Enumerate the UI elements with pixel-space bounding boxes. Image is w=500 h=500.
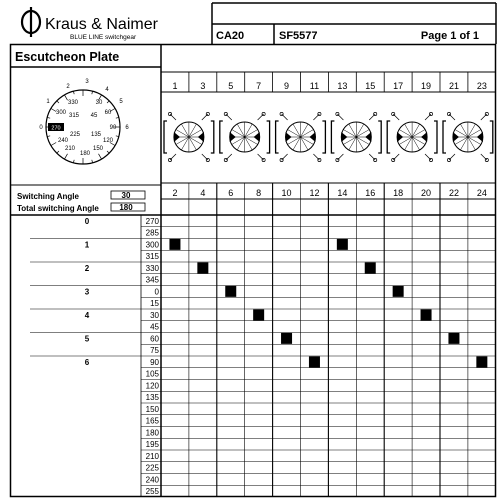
brand-name: Kraus & Naimer bbox=[45, 16, 158, 33]
contact-number-bottom: 16 bbox=[365, 188, 376, 198]
escutcheon-title: Escutcheon Plate bbox=[15, 50, 120, 64]
contact-number-bottom: 24 bbox=[476, 188, 487, 198]
degree-60: 60 bbox=[104, 110, 112, 116]
row-degree: 210 bbox=[145, 451, 159, 461]
row-position: 6 bbox=[84, 357, 90, 367]
series-label: CA20 bbox=[216, 30, 245, 42]
row-degree: 120 bbox=[145, 381, 159, 391]
contact-number-top: 1 bbox=[172, 81, 178, 91]
table-row bbox=[141, 428, 496, 438]
table-row bbox=[85, 240, 496, 250]
closed-contact-mark bbox=[337, 239, 348, 250]
zero-marker-label: 270 bbox=[51, 125, 61, 132]
outer-position-3: 3 bbox=[85, 79, 89, 85]
closed-contact-mark bbox=[393, 286, 404, 297]
closed-contact-mark bbox=[169, 239, 180, 250]
contact-number-top: 5 bbox=[228, 81, 234, 91]
degree-30: 30 bbox=[95, 100, 103, 106]
contact-number-top: 23 bbox=[476, 81, 487, 91]
degree-135: 135 bbox=[90, 132, 102, 138]
outer-position-5: 5 bbox=[119, 99, 123, 105]
outer-position-4: 4 bbox=[105, 87, 109, 93]
degree-180: 180 bbox=[79, 151, 91, 157]
row-degree: 225 bbox=[145, 463, 159, 473]
dial-tick bbox=[107, 101, 109, 103]
closed-contact-mark bbox=[421, 309, 432, 320]
drawing-number: SF5577 bbox=[279, 30, 318, 42]
contact-number-bottom: 8 bbox=[256, 188, 262, 198]
dial-tick bbox=[65, 154, 68, 159]
contact-number-bottom: 4 bbox=[200, 188, 206, 198]
outer-position-6: 6 bbox=[125, 125, 129, 131]
row-degree: 195 bbox=[145, 440, 159, 449]
row-degree: 30 bbox=[150, 310, 159, 320]
row-degree: 285 bbox=[145, 228, 159, 238]
closed-contact-mark bbox=[225, 286, 236, 297]
table-row bbox=[141, 464, 496, 474]
total-switching-angle-value: 180 bbox=[119, 203, 133, 212]
switching-angle-value: 30 bbox=[121, 191, 131, 200]
table-row bbox=[85, 264, 496, 274]
degree-45: 45 bbox=[90, 113, 98, 119]
header bbox=[22, 3, 496, 44]
closed-contact-mark bbox=[365, 262, 376, 273]
table-row bbox=[141, 381, 496, 391]
row-position: 0 bbox=[84, 216, 90, 226]
outer-position-0: 0 bbox=[39, 125, 43, 131]
degree-90: 90 bbox=[109, 125, 117, 131]
row-degree: 15 bbox=[150, 299, 159, 308]
table-row bbox=[141, 417, 496, 427]
degree-300: 300 bbox=[55, 110, 67, 116]
row-degree: 75 bbox=[150, 346, 159, 355]
row-position: 5 bbox=[84, 334, 90, 344]
switching-angles bbox=[17, 191, 145, 213]
contact-symbols bbox=[164, 112, 493, 161]
row-degree: 90 bbox=[150, 357, 159, 367]
table-row bbox=[85, 287, 496, 297]
row-degree: 60 bbox=[150, 334, 159, 344]
contact-number-bottom: 14 bbox=[337, 188, 348, 198]
degree-240: 240 bbox=[57, 138, 69, 144]
table-row bbox=[141, 405, 496, 415]
closed-contact-mark bbox=[197, 262, 208, 273]
table-row bbox=[146, 487, 160, 496]
table-row bbox=[30, 299, 496, 309]
contact-number-top: 13 bbox=[337, 81, 348, 91]
contact-number-bottom: 12 bbox=[309, 188, 320, 198]
table-row bbox=[85, 311, 496, 321]
table-row bbox=[85, 358, 496, 368]
table-row bbox=[141, 440, 496, 450]
closed-contact-mark bbox=[253, 309, 264, 320]
escutcheon-dial bbox=[39, 79, 129, 164]
table-row bbox=[30, 229, 496, 239]
dial-tick bbox=[107, 151, 109, 153]
dial-tick bbox=[57, 151, 59, 153]
row-degree: 45 bbox=[150, 322, 159, 332]
row-degree: 300 bbox=[145, 240, 159, 250]
table-row bbox=[30, 346, 496, 356]
row-degree: 255 bbox=[145, 487, 159, 496]
contact-number-bottom: 6 bbox=[228, 188, 234, 198]
degree-210: 210 bbox=[64, 146, 76, 152]
zero-marker bbox=[48, 123, 64, 132]
contact-number-top: 3 bbox=[200, 81, 206, 91]
contact-number-top: 21 bbox=[448, 81, 459, 91]
table-row bbox=[30, 252, 496, 262]
brand-tagline: BLUE LINE switchgear bbox=[70, 34, 137, 41]
row-position: 2 bbox=[84, 263, 90, 273]
row-degree: 270 bbox=[145, 216, 159, 226]
main-frame bbox=[10, 44, 496, 497]
closed-contact-mark bbox=[281, 333, 292, 344]
switching-angle-label: Switching Angle bbox=[17, 192, 79, 201]
row-degree: 135 bbox=[145, 393, 159, 402]
row-degree: 150 bbox=[145, 404, 159, 414]
table-row bbox=[141, 452, 496, 462]
outer-position-1: 1 bbox=[46, 99, 50, 105]
degree-120: 120 bbox=[102, 138, 114, 144]
contact-number-top: 9 bbox=[284, 81, 290, 91]
row-position: 1 bbox=[84, 240, 90, 250]
degree-225: 225 bbox=[69, 132, 81, 138]
row-degree: 105 bbox=[145, 369, 159, 379]
contact-number-bottom: 22 bbox=[448, 188, 459, 198]
contact-number-top: 17 bbox=[393, 81, 404, 91]
contact-number-bottom: 20 bbox=[421, 188, 432, 198]
cam-contact-symbol bbox=[276, 112, 326, 161]
table-row bbox=[141, 370, 496, 380]
row-degree: 180 bbox=[145, 428, 159, 438]
table-row bbox=[30, 323, 496, 333]
page-label: Page 1 of 1 bbox=[420, 30, 479, 42]
degree-315: 315 bbox=[68, 113, 80, 119]
contact-number-top: 19 bbox=[421, 81, 432, 91]
row-degree: 315 bbox=[145, 252, 159, 261]
cam-contact-symbol bbox=[220, 112, 270, 161]
dial-tick bbox=[51, 143, 56, 146]
cam-contact-symbol bbox=[164, 112, 214, 161]
contact-number-top: 7 bbox=[256, 81, 262, 91]
degree-330: 330 bbox=[67, 100, 79, 106]
row-degree: 165 bbox=[145, 416, 159, 426]
cam-contact-symbol bbox=[443, 112, 493, 161]
row-degree: 345 bbox=[145, 275, 159, 285]
closed-contact-mark bbox=[309, 356, 320, 367]
total-switching-angle-label: Total switching Angle bbox=[17, 204, 99, 213]
table-row bbox=[141, 475, 496, 485]
dial-tick bbox=[99, 154, 102, 159]
cam-contact-symbol bbox=[387, 112, 437, 161]
degree-150: 150 bbox=[92, 146, 104, 152]
row-degree: 240 bbox=[145, 475, 159, 485]
closed-contact-mark bbox=[448, 333, 459, 344]
dial-tick bbox=[57, 101, 59, 103]
contact-number-bottom: 18 bbox=[393, 188, 404, 198]
closed-contact-mark bbox=[476, 356, 487, 367]
brand-logo bbox=[22, 7, 40, 37]
table-row bbox=[30, 276, 496, 286]
row-position: 3 bbox=[84, 287, 90, 297]
contact-number-top: 15 bbox=[365, 81, 376, 91]
contact-number-bottom: 2 bbox=[172, 188, 178, 198]
row-position: 4 bbox=[84, 310, 90, 320]
row-degree: 330 bbox=[145, 263, 159, 273]
outer-position-2: 2 bbox=[66, 84, 70, 90]
contact-number-bottom: 10 bbox=[281, 188, 292, 198]
switching-table bbox=[30, 215, 496, 497]
cam-contact-symbol bbox=[331, 112, 381, 161]
table-row bbox=[85, 217, 496, 227]
row-degree: 0 bbox=[154, 287, 159, 297]
table-row bbox=[141, 393, 496, 403]
contact-number-top: 11 bbox=[309, 81, 320, 91]
